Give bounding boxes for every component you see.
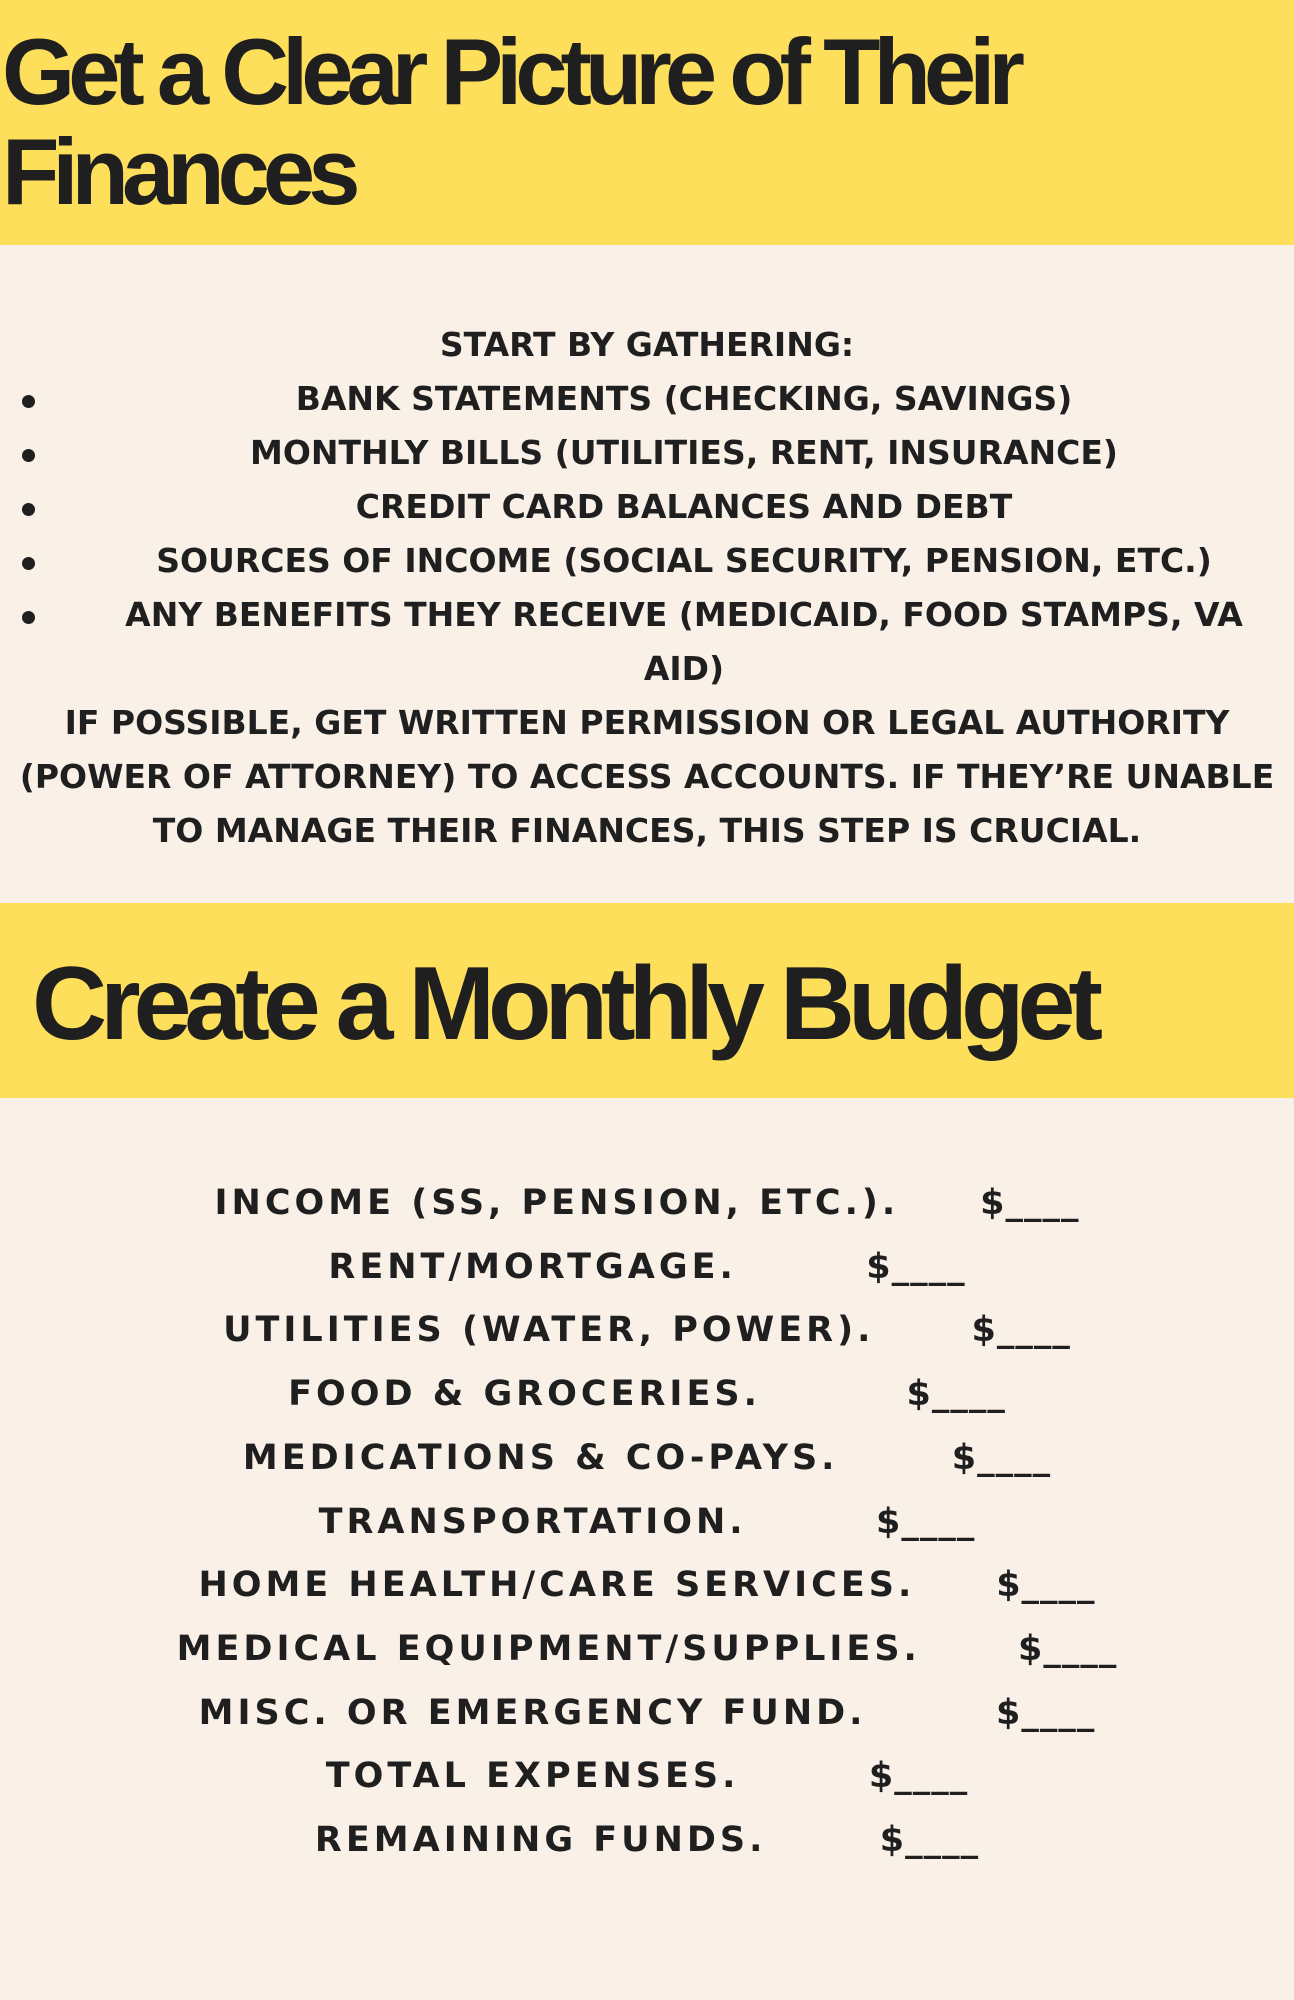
budget-row-home-health	[0, 1554, 1294, 1618]
budget-amount-blank: $____	[906, 1374, 1006, 1415]
budget-label: MEDICAL EQUIPMENT/SUPPLIES.	[176, 1628, 921, 1669]
budget-label: INCOME (SS, PENSION, ETC.).	[214, 1183, 900, 1223]
budget-row-transportation	[0, 1491, 1294, 1555]
permission-note: IF POSSIBLE, GET WRITTEN PERMISSION OR LEGAL AUTHORITY (POWER OF ATTORNEY) TO ACCESS ACCOUNTS. IF THEY’RE UNABLE TO MANAGE THEIR FINANCES, THIS STEP IS CRUCIAL.	[19, 703, 1275, 850]
budget-list	[0, 1172, 1294, 1873]
budget-amount-blank: $____	[971, 1310, 1071, 1351]
budget-label: FOOD & GROCERIES.	[288, 1374, 761, 1415]
section-heading-finances: Get a Clear Picture of Their Finances	[2, 19, 1018, 224]
budget-row-remaining-funds	[0, 1809, 1294, 1873]
bullet-icon	[22, 395, 35, 408]
list-item-text: MONTHLY BILLS (UTILITIES, RENT, INSURANCE)	[249, 433, 1119, 472]
bullet-icon	[22, 557, 35, 570]
list-item	[0, 480, 1294, 534]
list-item-text: SOURCES OF INCOME (SOCIAL SECURITY, PENSION, ETC.)	[156, 541, 1212, 580]
list-item-text: CREDIT CARD BALANCES AND DEBT	[355, 487, 1013, 526]
budget-row-food	[0, 1363, 1294, 1427]
budget-label: TRANSPORTATION.	[318, 1501, 747, 1542]
gathering-list	[0, 372, 1294, 696]
list-item	[0, 534, 1294, 588]
budget-amount-blank: $____	[876, 1501, 976, 1542]
list-item-text: ANY BENEFITS THEY RECEIVE (MEDICAID, FOOD STAMPS, VA AID)	[125, 595, 1243, 688]
budget-label: UTILITIES (WATER, POWER).	[223, 1310, 875, 1351]
budget-row-misc-fund	[0, 1682, 1294, 1746]
list-item	[0, 372, 1294, 426]
budget-label: REMAINING FUNDS.	[314, 1820, 767, 1861]
gathering-section	[0, 318, 1294, 858]
list-item-text: BANK STATEMENTS (CHECKING, SAVINGS)	[295, 379, 1073, 418]
budget-row-rent	[0, 1236, 1294, 1300]
budget-label: MEDICATIONS & CO-PAYS.	[242, 1437, 839, 1478]
budget-amount-blank: $____	[951, 1437, 1052, 1478]
budget-label: RENT/MORTGAGE.	[328, 1246, 737, 1287]
budget-amount-blank: $____	[980, 1183, 1080, 1223]
list-item	[0, 426, 1294, 480]
bullet-icon	[22, 611, 35, 624]
budget-label: TOTAL EXPENSES.	[325, 1756, 740, 1797]
budget-row-total-expenses	[0, 1745, 1294, 1809]
list-item	[0, 588, 1294, 696]
bullet-icon	[22, 503, 35, 516]
budget-row-medications	[0, 1427, 1294, 1491]
budget-label: HOME HEALTH/CARE SERVICES.	[198, 1565, 916, 1606]
budget-row-utilities	[0, 1299, 1294, 1363]
section-heading-budget: Create a Monthly Budget	[32, 946, 1096, 1062]
budget-row-income	[0, 1172, 1294, 1236]
budget-amount-blank: $____	[995, 1692, 1096, 1733]
budget-amount-blank: $____	[868, 1756, 969, 1797]
budget-amount-blank: $____	[866, 1246, 966, 1287]
budget-amount-blank: $____	[996, 1565, 1096, 1606]
budget-row-medical-equipment	[0, 1618, 1294, 1682]
bullet-icon	[22, 449, 35, 462]
budget-amount-blank: $____	[879, 1820, 980, 1861]
gathering-intro: START BY GATHERING:	[439, 325, 855, 364]
budget-label: MISC. OR EMERGENCY FUND.	[198, 1692, 867, 1733]
budget-amount-blank: $____	[1017, 1628, 1118, 1669]
